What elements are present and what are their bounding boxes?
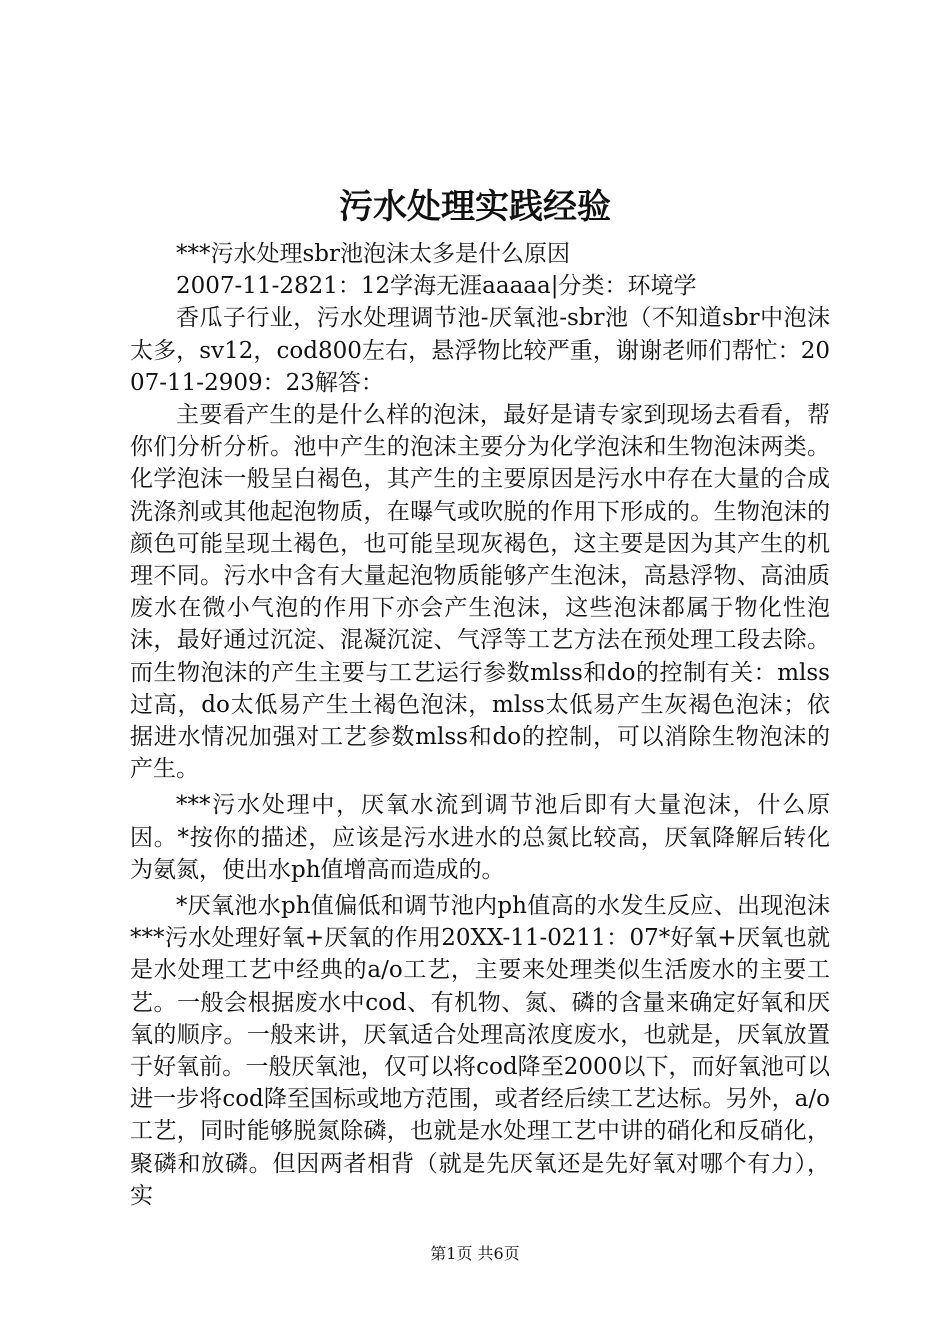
- document-title: 污水处理实践经验: [339, 187, 611, 227]
- paragraph-answer-foam: 主要看产生的是什么样的泡沫，最好是请专家到现场去看看，帮你们分析分析。池中产生的泡沫主要分为化学泡沫和生物泡沫两类。化学泡沫一般呈白褐色，其产生的主要原因是污水中存在大量的合成洗涤剂或其他起泡物质，在曝气或吹脱的作用下形成的。生物泡沫的颜色可能呈现土褐色，也可能呈现灰褐色，这主要是因为其产生的机理不同。污水中含有大量起泡物质能够产生泡沫，高悬浮物、高油质废水在微小气泡的作用下亦会产生泡沫，这些泡沫都属于物化性泡沫，最好通过沉淀、混凝沉淀、气浮等工艺方法在预处理工段去除。而生物泡沫的产生主要与工艺运行参数mlss和do的控制有关：mlss过高，do太低易产生土褐色泡沫，mlss太低易产生灰褐色泡沫；依据进水情况加强对工艺参数mlss和do的控制，可以消除生物泡沫的产生。: [130, 402, 830, 783]
- paragraph-anaerobic-foam: ***污水处理中，厌氧水流到调节池后即有大量泡沫，什么原因。*按你的描述，应该是污水进水的总氮比较高，厌氧降解后转化为氨氮，使出水ph值增高而造成的。: [130, 792, 830, 883]
- paragraph-ao-process: *厌氧池水ph值偏低和调节池内ph值高的水发生反应、出现泡沫***污水处理好氧+厌氧的作用20XX-11-0211：07*好氧+厌氧也就是水处理工艺中经典的a/o工艺，主要来处理类似生活废水的主要工艺。一般会根据废水中cod、有机物、氮、磷的含量来确定好氧和厌氧的顺序。一般来讲，厌氧适合处理高浓度废水，也就是，厌氧放置于好氧前。一般厌氧池，仅可以将cod降至2000以下，而好氧池可以进一步将cod降至国标或地方范围，或者经后续工艺达标。另外，a/o工艺，同时能够脱氮除磷，也就是水处理工艺中讲的硝化和反硝化，聚磷和放磷。但因两者相背（就是先厌氧还是先好氧对哪个有力），实: [130, 893, 830, 1209]
- paragraph-question-heading: ***污水处理sbr池泡沫太多是什么原因: [176, 241, 571, 267]
- page-footer: 第1页 共6页: [430, 1244, 520, 1263]
- paragraph-question-meta: 2007-11-2821：12学海无涯aaaaa|分类：环境学: [176, 273, 697, 300]
- paragraph-question-body: 香瓜子行业，污水处理调节池-厌氧池-sbr池（不知道sbr中泡沫太多，sv12，cod800左右，悬浮物比较严重，谢谢老师们帮忙：2007-11-2909：23解答：: [130, 305, 830, 396]
- document-body: [130, 238, 830, 1212]
